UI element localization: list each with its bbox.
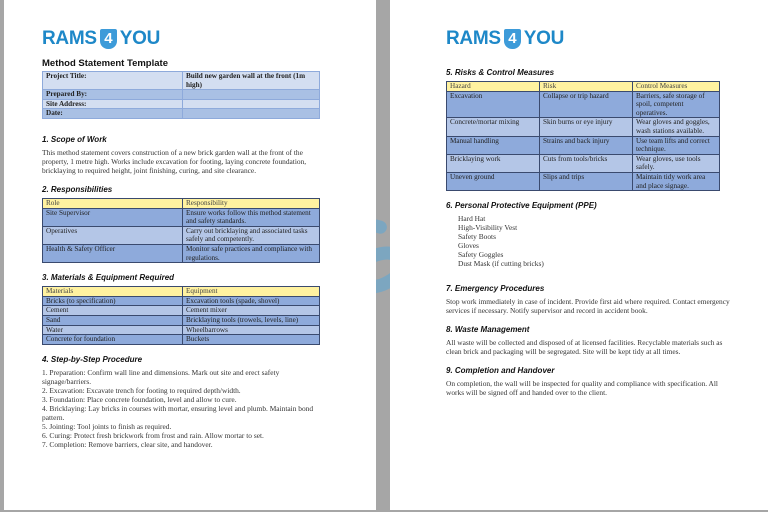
rams4you-logo — [446, 28, 731, 50]
step: 3. Foundation: Place concrete foundation, level and allow to cure. — [42, 394, 237, 404]
step: 5. Jointing: Tool joints to finish as required. — [42, 421, 172, 431]
list-item: Safety Boots — [458, 232, 496, 242]
header-cell: Risk — [540, 82, 633, 92]
completion-text: On completion, the wall will be inspected for quality and compliance with specification. All works will be signed off and handed over to the client. — [446, 379, 718, 398]
cell: Health & Safety Officer — [43, 244, 183, 262]
cell: Excavation — [447, 91, 540, 118]
cell: Buckets — [183, 335, 320, 345]
cell: Water — [43, 325, 183, 335]
cell: Cement — [43, 306, 183, 316]
rams4you-logo — [42, 28, 327, 50]
cell: Cuts from tools/bricks — [540, 154, 633, 172]
emergency-text: Stop work immediately in case of incident. Provide first aid where required. Contact emergency services if necessary. Notify supervisor and record in accident book. — [446, 297, 730, 316]
cell: Wear gloves, use tools safely. — [633, 154, 720, 172]
section-heading: 9. Completion and Handover — [446, 366, 555, 376]
header-cell: Responsibility — [183, 198, 320, 208]
list-item: Gloves — [458, 241, 479, 251]
logo-text: RAMS — [42, 28, 97, 49]
cell: Date: — [43, 109, 183, 119]
section-heading: 1. Scope of Work — [42, 134, 107, 144]
cell: Site Address: — [43, 99, 183, 109]
page-1 — [4, 0, 376, 510]
header-cell: Hazard — [447, 82, 540, 92]
procedure-steps — [42, 368, 327, 449]
list-item: High-Visibility Vest — [458, 223, 518, 233]
logo-text: RAMS — [446, 28, 501, 49]
cell: Site Supervisor — [43, 208, 183, 226]
cell: Project Title: — [43, 72, 183, 90]
waste-text: All waste will be collected and disposed of at licensed facilities. Recyclable materials such as clean brick and packaging will be segregated. Site will be kept tidy at all times. — [446, 338, 723, 357]
list-item: Safety Goggles — [458, 250, 504, 260]
shield-icon: 4 — [100, 29, 117, 49]
cell: Barriers, safe storage of spoil, competent operatives. — [633, 91, 720, 118]
responsibilities-table — [42, 198, 320, 263]
step: 4. Bricklaying: Lay bricks in courses with mortar, ensuring level and plumb. Maintain bond pattern. — [42, 403, 314, 422]
section-heading: 5. Risks & Control Measures — [446, 68, 555, 77]
cell: Cement mixer — [183, 306, 320, 316]
cell: Wheelbarrows — [183, 325, 320, 335]
section-heading: 7. Emergency Procedures — [446, 284, 545, 294]
table-row — [43, 306, 320, 316]
cell: Use team lifts and correct technique. — [633, 136, 720, 154]
cell: Strains and back injury — [540, 136, 633, 154]
table-row — [43, 315, 320, 325]
cell: Carry out bricklaying and associated tasks safely and competently. — [183, 226, 320, 244]
cell: Operatives — [43, 226, 183, 244]
document-title: Method Statement Template — [42, 58, 168, 69]
step: 7. Completion: Remove barriers, clear site, and handover. — [42, 439, 213, 449]
cell: Maintain tidy work area and place signage. — [633, 172, 720, 190]
cell: Prepared By: — [43, 90, 183, 100]
step: 6. Curing: Protect fresh brickwork from frost and rain. Allow mortar to set. — [42, 430, 264, 440]
page-2 — [390, 0, 768, 510]
table-row — [447, 172, 720, 190]
section-heading: 8. Waste Management — [446, 325, 530, 335]
table-row — [43, 226, 320, 244]
risks-table — [446, 81, 720, 191]
page-1-content — [42, 28, 327, 449]
cell: Monitor safe practices and compliance with regulations. — [183, 244, 320, 262]
cell: Concrete for foundation — [43, 335, 183, 345]
logo-text: YOU — [119, 28, 161, 49]
cell: Collapse or trip hazard — [540, 91, 633, 118]
scope-text: This method statement covers construction of a new brick garden wall at the front of the property, 1 metre high. Works include excavation for footing, laying concrete foundation, bricklaying to required height, joint finishing, curing, and site clearance. — [42, 147, 307, 175]
cell — [183, 90, 320, 100]
table-row — [43, 325, 320, 335]
table-row — [447, 136, 720, 154]
cell — [183, 99, 320, 109]
section-heading: 2. Responsibilities — [42, 184, 113, 194]
cell: Skin burns or eye injury — [540, 118, 633, 136]
section-heading: 3. Materials & Equipment Required — [42, 273, 175, 283]
table-row — [447, 154, 720, 172]
table-row — [43, 208, 320, 226]
table-row — [447, 118, 720, 136]
cell: Uneven ground — [447, 172, 540, 190]
cell: Excavation tools (spade, shovel) — [183, 296, 320, 306]
table-row — [43, 296, 320, 306]
list-item: Hard Hat — [458, 214, 486, 224]
cell: Bricks (to specification) — [43, 296, 183, 306]
cell: Build new garden wall at the front (1m high) — [183, 72, 320, 90]
table-row — [43, 335, 320, 345]
logo-text: YOU — [523, 28, 565, 49]
header-cell: Equipment — [183, 287, 320, 297]
shield-icon: 4 — [504, 29, 521, 49]
section-heading: 6. Personal Protective Equipment (PPE) — [446, 201, 597, 211]
cell: Sand — [43, 315, 183, 325]
header-cell: Role — [43, 198, 183, 208]
page-2-content — [446, 28, 731, 397]
step: 1. Preparation: Confirm wall line and dimensions. Mark out site and erect safety signage/barriers. — [42, 367, 280, 386]
step: 2. Excavation: Excavate trench for footing to required depth/width. — [42, 385, 241, 395]
cell: Wear gloves and goggles, wash stations available. — [633, 118, 720, 136]
ppe-list — [458, 214, 731, 268]
cell: Concrete/mortar mixing — [447, 118, 540, 136]
project-info-table — [42, 71, 320, 119]
materials-table — [42, 286, 320, 345]
cell: Ensure works follow this method statement and safety standards. — [183, 208, 320, 226]
cell — [183, 109, 320, 119]
cell: Bricklaying tools (trowels, levels, line) — [183, 315, 320, 325]
cell: Bricklaying work — [447, 154, 540, 172]
section-heading: 4. Step-by-Step Procedure — [42, 354, 143, 364]
cell: Slips and trips — [540, 172, 633, 190]
header-cell: Materials — [43, 287, 183, 297]
table-row — [43, 244, 320, 262]
table-row — [447, 91, 720, 118]
list-item: Dust Mask (if cutting bricks) — [458, 259, 544, 269]
header-cell: Control Measures — [633, 82, 720, 92]
cell: Manual handling — [447, 136, 540, 154]
